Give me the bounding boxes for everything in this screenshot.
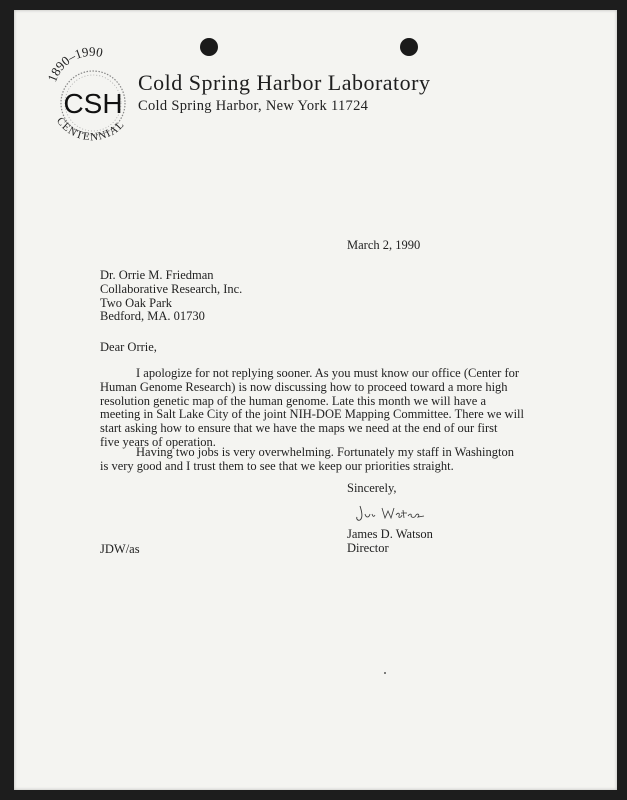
recipient-address-block: [100, 269, 242, 324]
punch-hole-left: [200, 38, 218, 56]
handwritten-signature: [354, 498, 434, 526]
centennial-seal-logo: [38, 45, 148, 155]
paragraph-line: Human Genome Research) is now discussing how to proceed toward a more high: [100, 379, 508, 394]
paragraph-line: start asking how to ensure that we have the maps we need at the end of our first: [100, 421, 498, 436]
signature-block: [347, 528, 433, 556]
reference-initials: JDW/as: [100, 542, 140, 556]
paragraph-line: five years of operation.: [100, 434, 216, 449]
paragraph-line: is very good and I trust them to see that we keep our priorities straight.: [100, 458, 454, 473]
paragraph-line: meeting in Salt Lake City of the joint NIH-DOE Mapping Committee. There we will: [100, 407, 524, 422]
seal-monogram: CSH: [63, 88, 123, 119]
paragraph-line: I apologize for not replying sooner. As you must know our office (Center for: [136, 366, 520, 380]
body-paragraph-2: [100, 446, 514, 474]
seal-years: 1890–1990: [44, 45, 105, 84]
paragraph-line: resolution genetic map of the human genome. Late this month we will have a: [100, 393, 487, 408]
signer-title: Director: [347, 540, 389, 555]
svg-text:CENTENNIAL: [54, 115, 127, 143]
paper-speck: [384, 672, 386, 674]
seal-centennial-label: CENTENNIAL: [53, 115, 128, 144]
recipient-line: Bedford, MA. 01730: [100, 309, 205, 324]
paragraph-line: Having two jobs is very overwhelming. Fortunately my staff in Washington: [136, 445, 515, 459]
letter-date: March 2, 1990: [347, 238, 421, 252]
closing: Sincerely,: [347, 481, 397, 495]
recipient-line: Collaborative Research, Inc.: [100, 281, 243, 296]
signer-name: James D. Watson: [347, 527, 433, 541]
letterhead-address: Cold Spring Harbor, New York 11724: [138, 98, 369, 114]
svg-text:1890–1990: [44, 45, 104, 84]
body-paragraph-1: [100, 367, 524, 450]
recipient-line: Two Oak Park: [100, 295, 173, 310]
punch-hole-right: [400, 38, 418, 56]
letterhead-organization: Cold Spring Harbor Laboratory: [138, 70, 431, 95]
letter-page: [14, 10, 617, 790]
recipient-line: Dr. Orrie M. Friedman: [100, 268, 214, 282]
salutation: Dear Orrie,: [100, 340, 157, 354]
